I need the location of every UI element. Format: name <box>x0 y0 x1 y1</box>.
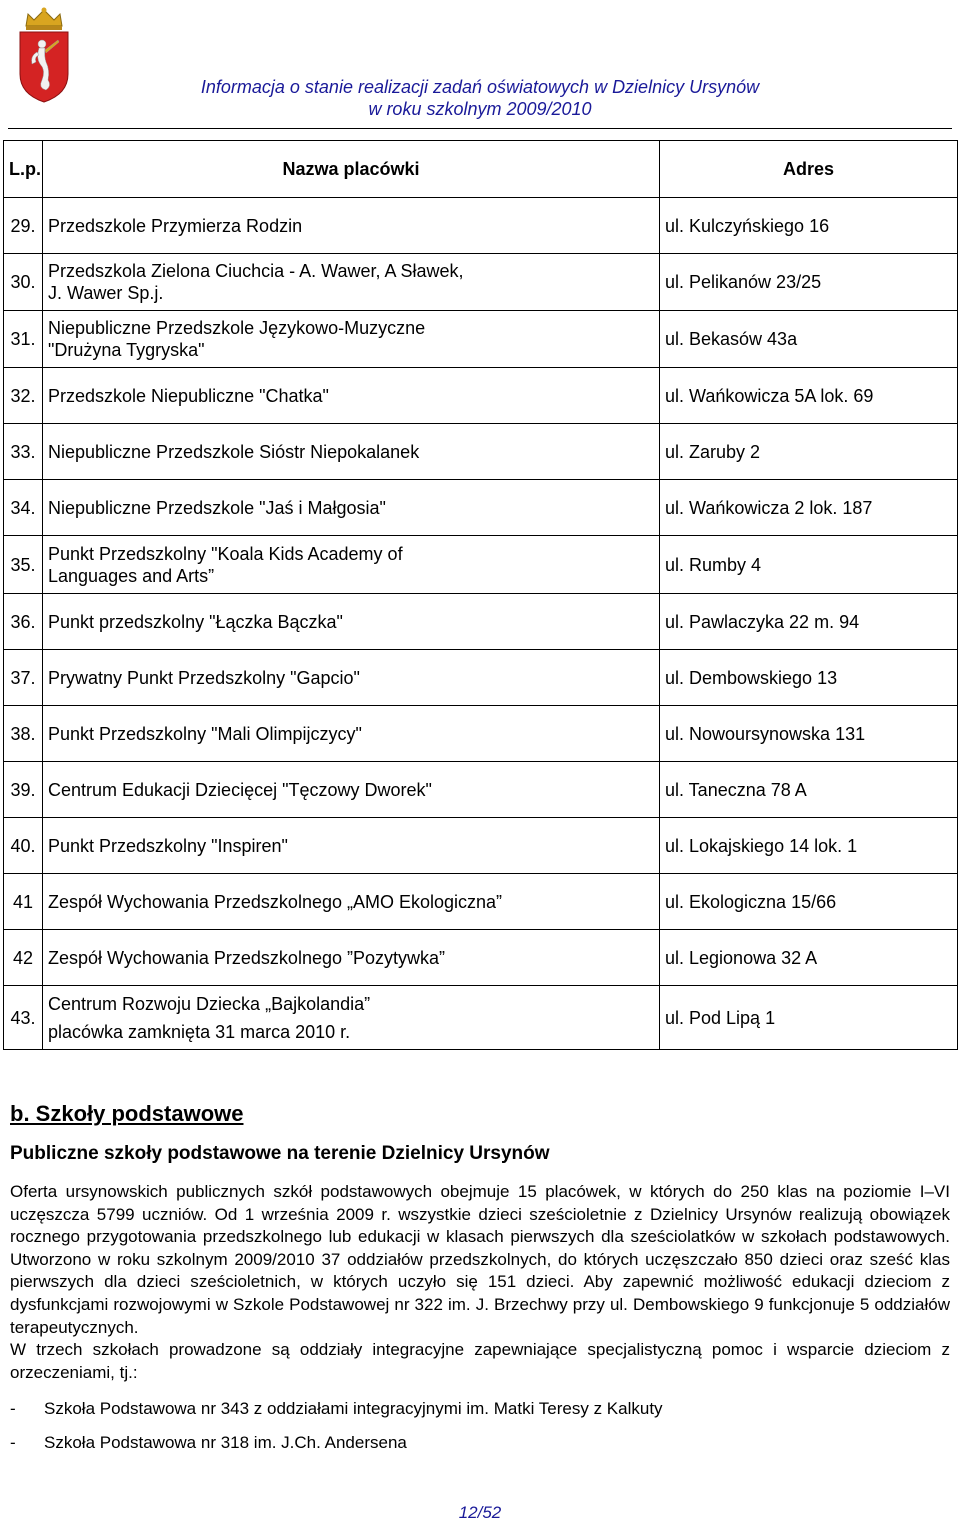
facility-address: ul. Legionowa 32 A <box>660 930 958 986</box>
facility-name-line-2: "Drużyna Tygryska" <box>48 340 205 360</box>
facility-name <box>43 254 660 311</box>
list-item-text: Szkoła Podstawowa nr 318 im. J.Ch. Andersena <box>44 1433 407 1453</box>
table-row <box>4 874 958 930</box>
list-item <box>10 1398 950 1420</box>
facility-address: ul. Pod Lipą 1 <box>660 986 958 1050</box>
facility-name <box>43 986 660 1050</box>
facility-name: Prywatny Punkt Przedszkolny "Gapcio" <box>43 650 660 706</box>
facility-name: Zespół Wychowania Przedszkolnego ”Pozytywka” <box>43 930 660 986</box>
page-number: 12/52 <box>458 1503 502 1522</box>
section-subtitle: Publiczne szkoły podstawowe na terenie Dzielnicy Ursynów <box>10 1143 550 1164</box>
section-paragraph: Oferta ursynowskich publicznych szkół podstawowych obejmuje 15 placówek, w których do 250 klas na poziomie I–VI uczęszcza 5799 uczniów. Od 1 września 2009 r. wszystkie dzieci sześcioletnie z Dzielnicy Ursynów realizują obowiązek rocznego przygotowania przedszkolnego lub edukacji w klasach pierwszych dla sześciolatków w szkołach podstawowych. Utworzono w roku szkolnym 2009/2010 37 oddziałów przedszkolnych, do których uczęszczało 850 dzieci oraz sześć klas pierwszych dla dzieci sześcioletnich, w których uczyło się 151 dzieci. Aby zapewnić możliwość edukacji dzieciom z dysfunkcjami rozwojowymi w Szkole Podstawowej nr 322 im. J. Brzechwy przy ul. Dembowskiego 9 funkcjonuje 5 oddziałów terapeutycznych. <box>10 1182 950 1337</box>
row-number: 30. <box>4 254 43 311</box>
header-divider <box>8 128 952 129</box>
facility-address: ul. Dembowskiego 13 <box>660 650 958 706</box>
crown-icon <box>26 8 62 31</box>
facility-name: Przedszkole Przymierza Rodzin <box>43 198 660 254</box>
table-row <box>4 198 958 254</box>
facility-name: Punkt Przedszkolny "Mali Olimpijczycy" <box>43 706 660 762</box>
facility-address: ul. Zaruby 2 <box>660 424 958 480</box>
column-header-name: Nazwa placówki <box>43 141 660 198</box>
facility-name-line-2: J. Wawer Sp.j. <box>48 283 164 303</box>
table-row <box>4 368 958 424</box>
facility-address: ul. Pelikanów 23/25 <box>660 254 958 311</box>
table-row <box>4 424 958 480</box>
facility-name-line-1: Niepubliczne Przedszkole Językowo-Muzyczne <box>48 318 426 338</box>
column-header-address: Adres <box>660 141 958 198</box>
facility-name: Przedszkole Niepubliczne "Chatka" <box>43 368 660 424</box>
list-item-text: Szkoła Podstawowa nr 343 z oddziałami integracyjnymi im. Matki Teresy z Kalkuty <box>44 1399 663 1419</box>
table-row <box>4 986 958 1050</box>
column-header-lp: L.p. <box>4 141 43 198</box>
facility-name: Zespół Wychowania Przedszkolnego „AMO Ekologiczna” <box>43 874 660 930</box>
table-row <box>4 594 958 650</box>
facility-name: Punkt przedszkolny "Łączka Bączka" <box>43 594 660 650</box>
list-item <box>10 1432 950 1454</box>
facility-name <box>43 311 660 368</box>
facility-name: Centrum Edukacji Dziecięcej "Tęczowy Dworek" <box>43 762 660 818</box>
row-number: 33. <box>4 424 43 480</box>
facility-address: ul. Kulczyńskiego 16 <box>660 198 958 254</box>
table-row <box>4 480 958 536</box>
list-dash: - <box>10 1399 16 1419</box>
row-number: 43. <box>4 986 43 1050</box>
row-number: 38. <box>4 706 43 762</box>
table-row <box>4 536 958 594</box>
facility-address: ul. Rumby 4 <box>660 536 958 594</box>
facility-address: ul. Lokajskiego 14 lok. 1 <box>660 818 958 874</box>
section-paragraph: W trzech szkołach prowadzone są oddziały integracyjne zapewniające specjalistyczną pomoc i wsparcie dzieciom z orzeczeniami, tj.: <box>10 1340 950 1382</box>
preschool-facilities-table <box>3 140 958 1050</box>
row-number: 35. <box>4 536 43 594</box>
table-row <box>4 818 958 874</box>
facility-address: ul. Pawlaczyka 22 m. 94 <box>660 594 958 650</box>
facility-name: Niepubliczne Przedszkole "Jaś i Małgosia" <box>43 480 660 536</box>
facility-name <box>43 536 660 594</box>
facility-address: ul. Bekasów 43a <box>660 311 958 368</box>
header-line-2: w roku szkolnym 2009/2010 <box>368 99 592 119</box>
table-row <box>4 254 958 311</box>
row-number: 41 <box>4 874 43 930</box>
facility-address: ul. Nowoursynowska 131 <box>660 706 958 762</box>
facility-name-line-1: Przedszkola Zielona Ciuchcia - A. Wawer, A Sławek, <box>48 261 464 281</box>
facility-name-line-2: Languages and Arts” <box>48 565 215 586</box>
section-title: b. Szkoły podstawowe <box>10 1101 244 1126</box>
row-number: 29. <box>4 198 43 254</box>
table-row <box>4 311 958 368</box>
facility-address: ul. Taneczna 78 A <box>660 762 958 818</box>
header-line-1: Informacja o stanie realizacji zadań oświatowych w Dzielnicy Ursynów <box>200 77 760 97</box>
row-number: 34. <box>4 480 43 536</box>
facility-name: Punkt Przedszkolny "Inspiren" <box>43 818 660 874</box>
facility-name-line-1: Centrum Rozwoju Dziecka „Bajkolandia” <box>48 993 371 1014</box>
table-row <box>4 706 958 762</box>
row-number: 36. <box>4 594 43 650</box>
facility-name-line-2: placówka zamknięta 31 marca 2010 r. <box>48 1021 351 1042</box>
row-number: 31. <box>4 311 43 368</box>
row-number: 42 <box>4 930 43 986</box>
facility-address: ul. Wańkowicza 2 lok. 187 <box>660 480 958 536</box>
row-number: 37. <box>4 650 43 706</box>
primary-schools-section <box>10 1097 950 1466</box>
document-header <box>0 76 960 120</box>
row-number: 39. <box>4 762 43 818</box>
facility-address: ul. Ekologiczna 15/66 <box>660 874 958 930</box>
row-number: 40. <box>4 818 43 874</box>
table-row <box>4 762 958 818</box>
table-row <box>4 650 958 706</box>
facility-name-line-1: Punkt Przedszkolny "Koala Kids Academy of <box>48 543 403 564</box>
list-dash: - <box>10 1433 16 1453</box>
integration-schools-list <box>10 1398 950 1454</box>
row-number: 32. <box>4 368 43 424</box>
table-row <box>4 930 958 986</box>
facility-address: ul. Wańkowicza 5A lok. 69 <box>660 368 958 424</box>
facility-name: Niepubliczne Przedszkole Sióstr Niepokalanek <box>43 424 660 480</box>
